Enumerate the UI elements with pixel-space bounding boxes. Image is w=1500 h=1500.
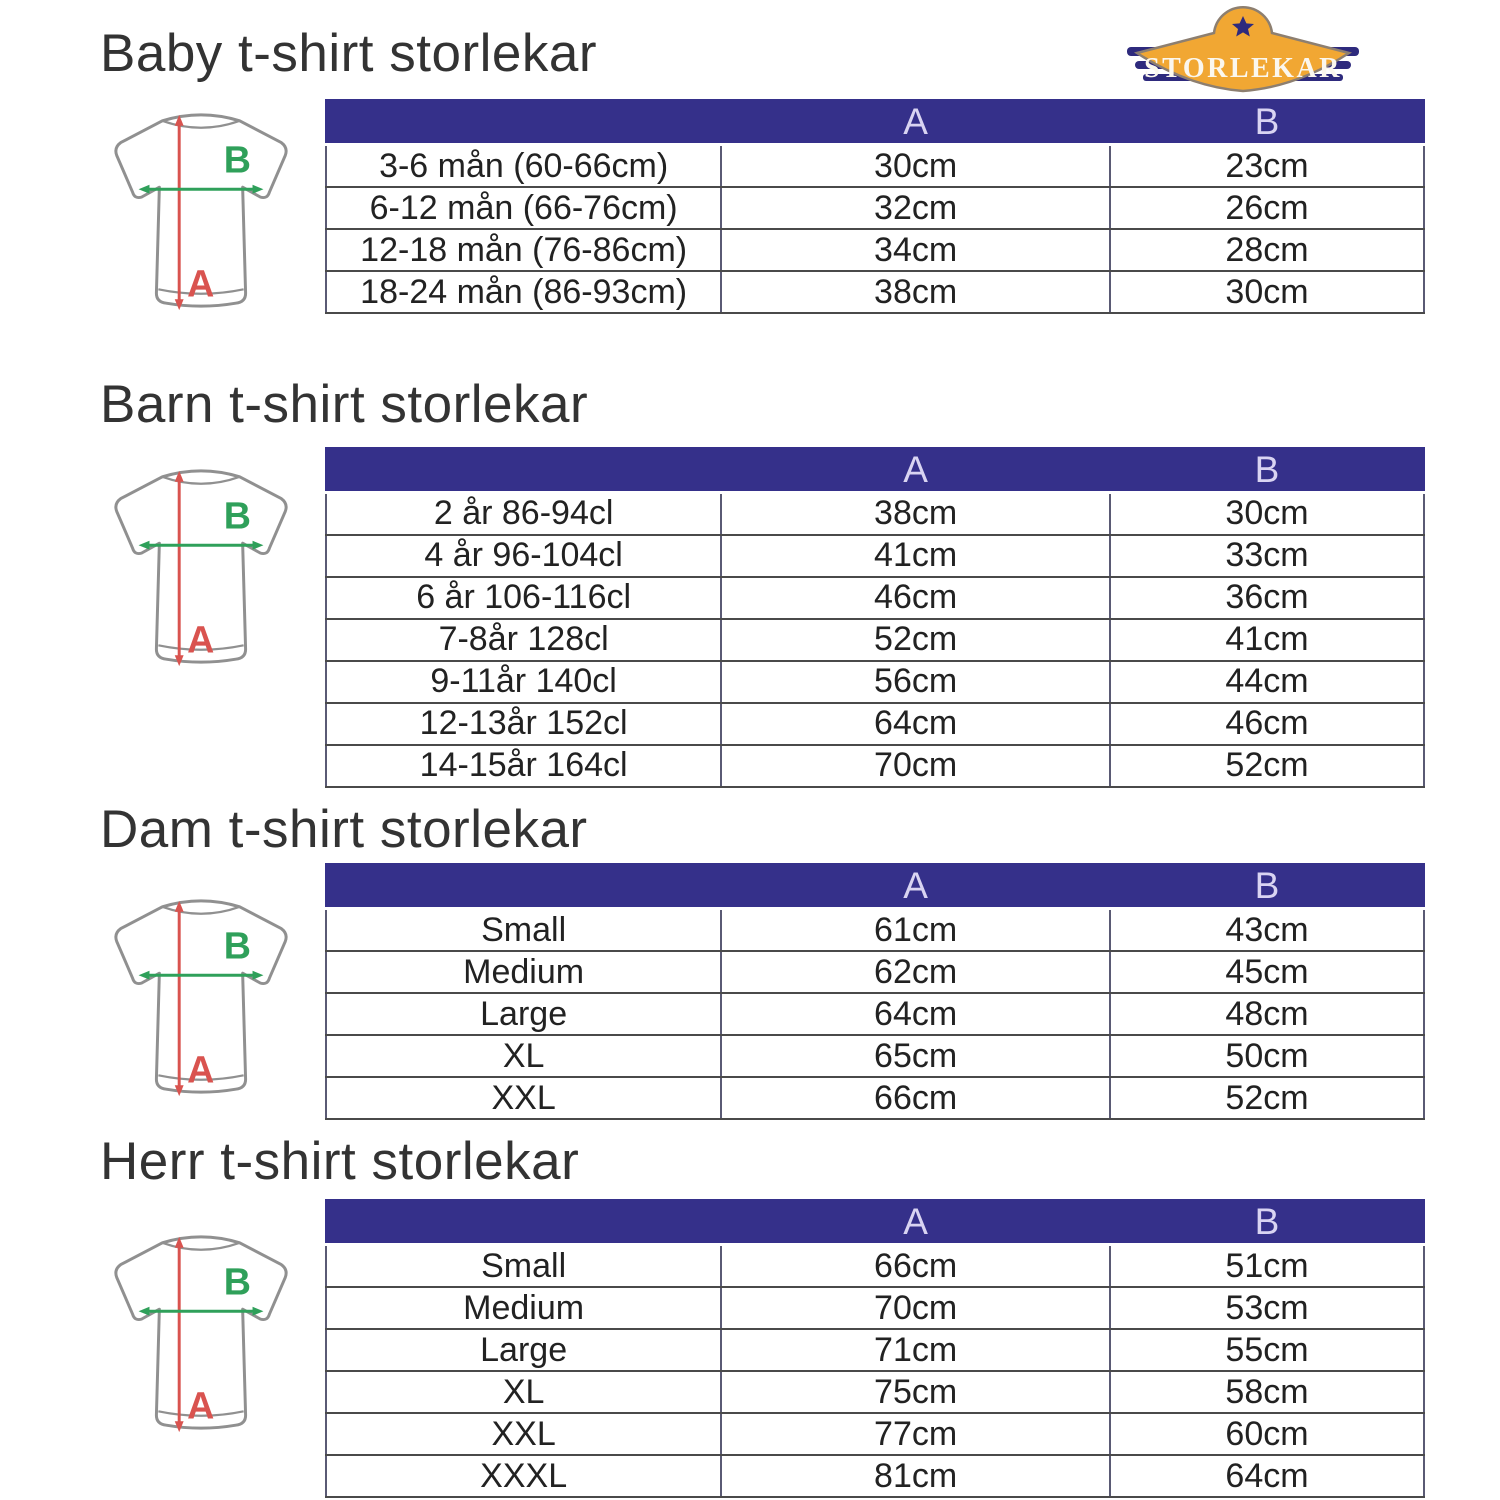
measure-b-cell: 64cm bbox=[1110, 1455, 1424, 1497]
size-label-cell: XL bbox=[326, 1371, 721, 1413]
size-section-baby bbox=[0, 24, 1500, 325]
measure-a-cell: 61cm bbox=[721, 909, 1110, 952]
table-row bbox=[326, 145, 1424, 188]
column-a-header: A bbox=[721, 448, 1110, 493]
measure-b-cell: 43cm bbox=[1110, 909, 1424, 952]
table-row bbox=[326, 492, 1424, 535]
measure-a-cell: 46cm bbox=[721, 577, 1110, 619]
table-row bbox=[326, 535, 1424, 577]
size-label-cell: 4 år 96-104cl bbox=[326, 535, 721, 577]
measure-b-cell: 58cm bbox=[1110, 1371, 1424, 1413]
section-title: Barn t-shirt storlekar bbox=[100, 375, 589, 435]
size-section-dam bbox=[0, 800, 1500, 1120]
size-label-cell: Small bbox=[326, 1245, 721, 1288]
table-row bbox=[326, 909, 1424, 952]
measure-b-cell: 50cm bbox=[1110, 1035, 1424, 1077]
tshirt-diagram bbox=[85, 455, 325, 681]
column-b-header: B bbox=[1110, 1200, 1424, 1245]
table-header-row bbox=[326, 1200, 1424, 1245]
measure-b-cell: 30cm bbox=[1110, 492, 1424, 535]
measure-a-cell: 66cm bbox=[721, 1077, 1110, 1119]
logo-text: STORLEKAR bbox=[1144, 53, 1342, 84]
size-label-cell: 7-8år 128cl bbox=[326, 619, 721, 661]
size-table bbox=[325, 447, 1425, 788]
measure-b-cell: 52cm bbox=[1110, 745, 1424, 787]
table-row bbox=[326, 1287, 1424, 1329]
column-a-header: A bbox=[721, 100, 1110, 145]
size-label-cell: Medium bbox=[326, 1287, 721, 1329]
measure-b-cell: 26cm bbox=[1110, 187, 1424, 229]
section-title: Dam t-shirt storlekar bbox=[100, 799, 588, 859]
arrow-a-label: A bbox=[187, 1048, 215, 1091]
table-body bbox=[326, 1245, 1424, 1498]
table-row bbox=[326, 1329, 1424, 1371]
measure-a-cell: 66cm bbox=[721, 1245, 1110, 1288]
measure-a-cell: 64cm bbox=[721, 993, 1110, 1035]
measure-a-cell: 64cm bbox=[721, 703, 1110, 745]
measure-a-cell: 77cm bbox=[721, 1413, 1110, 1455]
measure-a-cell: 56cm bbox=[721, 661, 1110, 703]
column-b-header: B bbox=[1110, 448, 1424, 493]
measure-a-cell: 62cm bbox=[721, 951, 1110, 993]
size-label-cell: 14-15år 164cl bbox=[326, 745, 721, 787]
corner-header-cell bbox=[326, 864, 721, 909]
measure-a-cell: 71cm bbox=[721, 1329, 1110, 1371]
table-row bbox=[326, 993, 1424, 1035]
size-label-cell: 2 år 86-94cl bbox=[326, 492, 721, 535]
tshirt-diagram bbox=[85, 885, 325, 1111]
arrow-b-label: B bbox=[223, 1260, 252, 1303]
size-label-cell: 3-6 mån (60-66cm) bbox=[326, 145, 721, 188]
table-row bbox=[326, 1413, 1424, 1455]
measure-b-cell: 60cm bbox=[1110, 1413, 1424, 1455]
measure-a-cell: 70cm bbox=[721, 1287, 1110, 1329]
table-row bbox=[326, 229, 1424, 271]
corner-header-cell bbox=[326, 100, 721, 145]
table-header-row bbox=[326, 448, 1424, 493]
table-row bbox=[326, 187, 1424, 229]
table-row bbox=[326, 577, 1424, 619]
table-body bbox=[326, 492, 1424, 787]
measure-a-cell: 75cm bbox=[721, 1371, 1110, 1413]
size-label-cell: 18-24 mån (86-93cm) bbox=[326, 271, 721, 313]
table-row bbox=[326, 619, 1424, 661]
measure-a-cell: 52cm bbox=[721, 619, 1110, 661]
table-row bbox=[326, 1077, 1424, 1119]
measure-a-cell: 38cm bbox=[721, 271, 1110, 313]
column-b-header: B bbox=[1110, 864, 1424, 909]
measure-a-cell: 70cm bbox=[721, 745, 1110, 787]
arrow-a-label: A bbox=[187, 617, 215, 660]
corner-header-cell bbox=[326, 448, 721, 493]
size-label-cell: Small bbox=[326, 909, 721, 952]
table-row bbox=[326, 661, 1424, 703]
arrow-b-label: B bbox=[223, 494, 252, 537]
corner-header-cell bbox=[326, 1200, 721, 1245]
measure-b-cell: 51cm bbox=[1110, 1245, 1424, 1288]
measure-b-cell: 30cm bbox=[1110, 271, 1424, 313]
measure-b-cell: 53cm bbox=[1110, 1287, 1424, 1329]
tshirt-diagram bbox=[85, 1221, 325, 1447]
measure-a-cell: 41cm bbox=[721, 535, 1110, 577]
measure-a-cell: 65cm bbox=[721, 1035, 1110, 1077]
column-b-header: B bbox=[1110, 100, 1424, 145]
size-label-cell: Large bbox=[326, 1329, 721, 1371]
measure-b-cell: 55cm bbox=[1110, 1329, 1424, 1371]
measure-b-cell: 28cm bbox=[1110, 229, 1424, 271]
arrow-a-label: A bbox=[187, 262, 215, 305]
measure-a-cell: 81cm bbox=[721, 1455, 1110, 1497]
size-label-cell: XXL bbox=[326, 1413, 721, 1455]
table-row bbox=[326, 745, 1424, 787]
size-label-cell: Large bbox=[326, 993, 721, 1035]
table-row bbox=[326, 1245, 1424, 1288]
column-a-header: A bbox=[721, 864, 1110, 909]
arrow-a-label: A bbox=[187, 1384, 215, 1427]
size-label-cell: XXL bbox=[326, 1077, 721, 1119]
measure-b-cell: 23cm bbox=[1110, 145, 1424, 188]
size-label-cell: XXXL bbox=[326, 1455, 721, 1497]
size-table bbox=[325, 863, 1425, 1120]
size-label-cell: XL bbox=[326, 1035, 721, 1077]
section-title: Baby t-shirt storlekar bbox=[100, 24, 597, 83]
size-section-barn bbox=[0, 375, 1500, 787]
table-row bbox=[326, 951, 1424, 993]
section-title: Herr t-shirt storlekar bbox=[100, 1132, 580, 1192]
measure-b-cell: 33cm bbox=[1110, 535, 1424, 577]
size-table bbox=[325, 99, 1425, 314]
measure-b-cell: 45cm bbox=[1110, 951, 1424, 993]
table-header-row bbox=[326, 864, 1424, 909]
size-section-herr bbox=[0, 1132, 1500, 1498]
table-row bbox=[326, 1371, 1424, 1413]
measure-b-cell: 46cm bbox=[1110, 703, 1424, 745]
tshirt-diagram bbox=[85, 99, 325, 325]
table-row bbox=[326, 1455, 1424, 1497]
measure-b-cell: 44cm bbox=[1110, 661, 1424, 703]
size-label-cell: 9-11år 140cl bbox=[326, 661, 721, 703]
size-table bbox=[325, 1199, 1425, 1498]
table-body bbox=[326, 145, 1424, 314]
measure-a-cell: 32cm bbox=[721, 187, 1110, 229]
size-label-cell: 12-18 mån (76-86cm) bbox=[326, 229, 721, 271]
size-label-cell: 12-13år 152cl bbox=[326, 703, 721, 745]
measure-a-cell: 38cm bbox=[721, 492, 1110, 535]
measure-b-cell: 48cm bbox=[1110, 993, 1424, 1035]
measure-b-cell: 41cm bbox=[1110, 619, 1424, 661]
size-label-cell: 6-12 mån (66-76cm) bbox=[326, 187, 721, 229]
arrow-b-label: B bbox=[223, 924, 252, 967]
measure-b-cell: 52cm bbox=[1110, 1077, 1424, 1119]
arrow-b-label: B bbox=[223, 138, 252, 181]
table-body bbox=[326, 909, 1424, 1120]
column-a-header: A bbox=[721, 1200, 1110, 1245]
table-header-row bbox=[326, 100, 1424, 145]
measure-a-cell: 34cm bbox=[721, 229, 1110, 271]
table-row bbox=[326, 1035, 1424, 1077]
size-label-cell: Medium bbox=[326, 951, 721, 993]
table-row bbox=[326, 703, 1424, 745]
size-label-cell: 6 år 106-116cl bbox=[326, 577, 721, 619]
table-row bbox=[326, 271, 1424, 313]
measure-b-cell: 36cm bbox=[1110, 577, 1424, 619]
measure-a-cell: 30cm bbox=[721, 145, 1110, 188]
